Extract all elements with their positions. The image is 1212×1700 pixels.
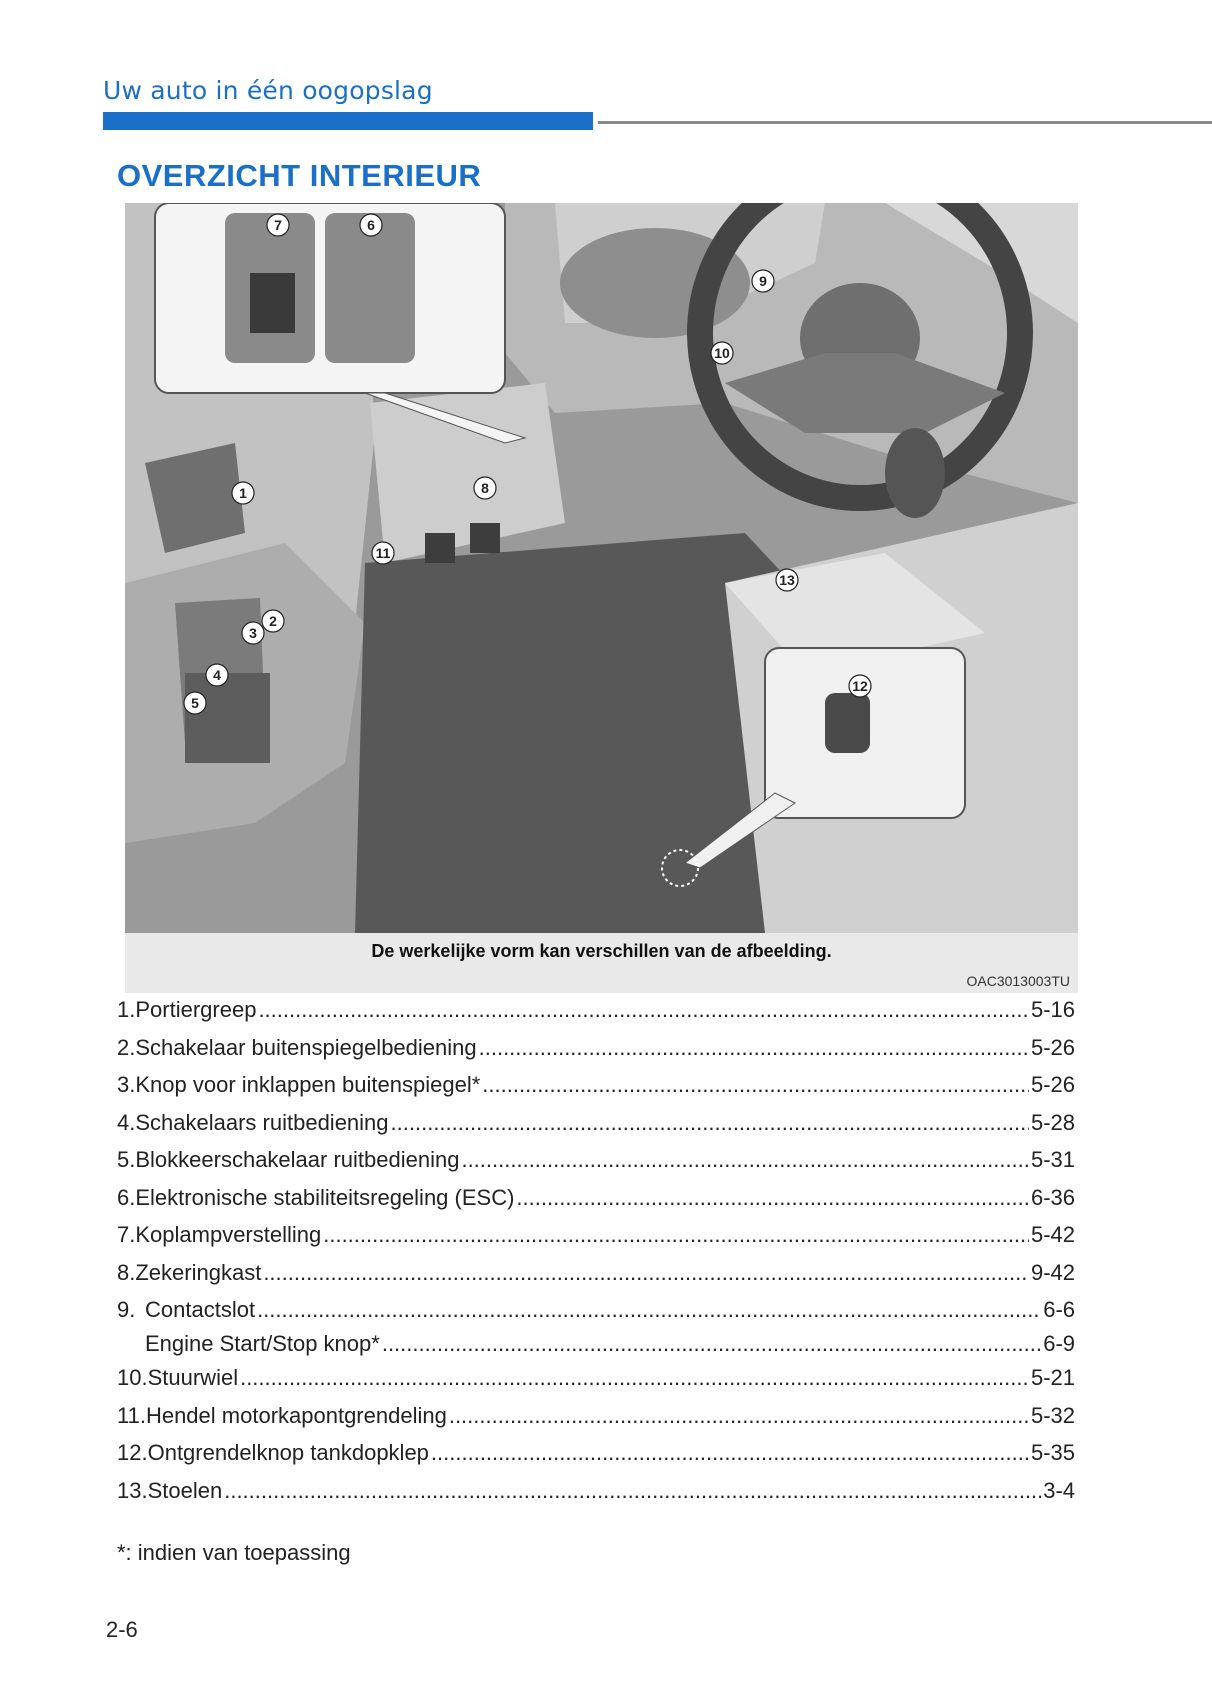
item-number: 10. [117, 1365, 148, 1390]
item-number: 5. [117, 1147, 136, 1172]
item-number: 9. [117, 1297, 136, 1322]
list-item [117, 1365, 1075, 1403]
list-item [117, 1110, 1075, 1148]
item-number: 6. [117, 1184, 136, 1210]
item-text: Elektronische stabiliteitsregeling (ESC) [135, 1184, 515, 1210]
leader-dots [258, 997, 1029, 1023]
item-page: 5-42 [1030, 1222, 1075, 1247]
callout-8: 8 [481, 480, 489, 496]
item-page: 5-21 [1030, 1365, 1075, 1390]
item-text: Blokkeerschakelaar ruitbediening [135, 1147, 460, 1172]
item-text: Zekeringkast [135, 1259, 262, 1285]
leader-dots [323, 1222, 1029, 1248]
page-title: OVERZICHT INTERIEUR [117, 158, 482, 193]
item-number: 8. [117, 1259, 136, 1285]
callout-10: 10 [714, 345, 730, 361]
item-text: Schakelaar buitenspiegelbediening [135, 1034, 477, 1060]
list-item [117, 1440, 1075, 1478]
item-text: Schakelaars ruitbediening [135, 1109, 389, 1135]
item-page: 9-42 [1030, 1259, 1075, 1285]
item-number: 11. [117, 1402, 146, 1428]
item-page: 6-6 [1043, 1297, 1075, 1322]
item-text: Knop voor inklappen buitenspiegel* [135, 1072, 481, 1097]
item-text: Ontgrendelknop tankdopklep [147, 1440, 429, 1465]
leader-dots [224, 1478, 1041, 1504]
list-item [117, 1035, 1075, 1073]
item-page: 5-26 [1030, 1072, 1075, 1097]
list-item [117, 1222, 1075, 1260]
leader-dots [431, 1440, 1029, 1466]
item-page: 6-9 [1043, 1331, 1075, 1356]
callout-7: 7 [274, 217, 282, 233]
item-number: 13. [117, 1477, 148, 1503]
list-item [117, 1072, 1075, 1110]
callout-5: 5 [191, 695, 199, 711]
item-text: Stuurwiel [147, 1365, 239, 1390]
item-number: 4. [117, 1109, 136, 1135]
callout-6: 6 [367, 217, 375, 233]
callout-12: 12 [852, 678, 868, 694]
item-page: 5-35 [1030, 1440, 1075, 1465]
leader-dots [516, 1185, 1029, 1211]
item-page: 5-31 [1030, 1147, 1075, 1172]
leader-dots [391, 1110, 1029, 1136]
item-text: Stoelen [147, 1477, 223, 1503]
item-number: 3. [117, 1072, 136, 1097]
figure-code: OAC3013003TU [966, 973, 1070, 989]
list-item [117, 1147, 1075, 1185]
item-number: 2. [117, 1034, 136, 1060]
leader-dots [263, 1260, 1029, 1286]
item-page: 5-28 [1030, 1109, 1075, 1135]
page-number: 2-6 [106, 1617, 138, 1642]
list-item [117, 997, 1075, 1035]
interior-illustration [125, 203, 1078, 993]
leader-dots [382, 1331, 1041, 1357]
item-page: 3-4 [1043, 1477, 1075, 1503]
list-item [117, 1403, 1075, 1441]
leader-dots [449, 1403, 1029, 1429]
item-number: 1. [117, 997, 136, 1022]
header-rule [598, 121, 1212, 124]
callout-1: 1 [239, 485, 247, 501]
item-page: 6-36 [1030, 1184, 1075, 1210]
leader-dots [482, 1072, 1029, 1098]
component-list [117, 997, 1075, 1515]
leader-dots [240, 1365, 1029, 1391]
item-number: 7. [117, 1222, 136, 1247]
header-accent-bar [103, 112, 593, 130]
callout-13: 13 [779, 572, 795, 588]
figure-caption: De werkelijke vorm kan verschillen van de afbeelding. [371, 941, 832, 961]
item-text: Contactslot [145, 1297, 256, 1322]
item-text: Engine Start/Stop knop* [145, 1331, 380, 1356]
footnote: *: indien van toepassing [117, 1540, 351, 1565]
interior-drawing [125, 203, 1078, 933]
callout-4: 4 [213, 667, 221, 683]
list-item [117, 1297, 1075, 1331]
section-title: Uw auto in één oogopslag [103, 76, 433, 105]
item-number: 12. [117, 1440, 148, 1465]
leader-dots [257, 1297, 1041, 1323]
callout-3: 3 [249, 625, 257, 641]
callout-9: 9 [759, 273, 767, 289]
leader-dots [461, 1147, 1029, 1173]
item-page: 5-16 [1030, 997, 1075, 1022]
callout-2: 2 [269, 613, 277, 629]
callout-11: 11 [375, 545, 391, 561]
item-text: Hendel motorkapontgrendeling [145, 1402, 447, 1428]
item-page: 5-32 [1030, 1402, 1075, 1428]
list-item [117, 1260, 1075, 1298]
leader-dots [479, 1035, 1029, 1061]
list-item [117, 1478, 1075, 1516]
item-text: Portiergreep [135, 997, 257, 1022]
list-item [117, 1185, 1075, 1223]
list-item [117, 1331, 1075, 1365]
item-text: Koplampverstelling [135, 1222, 322, 1247]
item-page: 5-26 [1030, 1034, 1075, 1060]
